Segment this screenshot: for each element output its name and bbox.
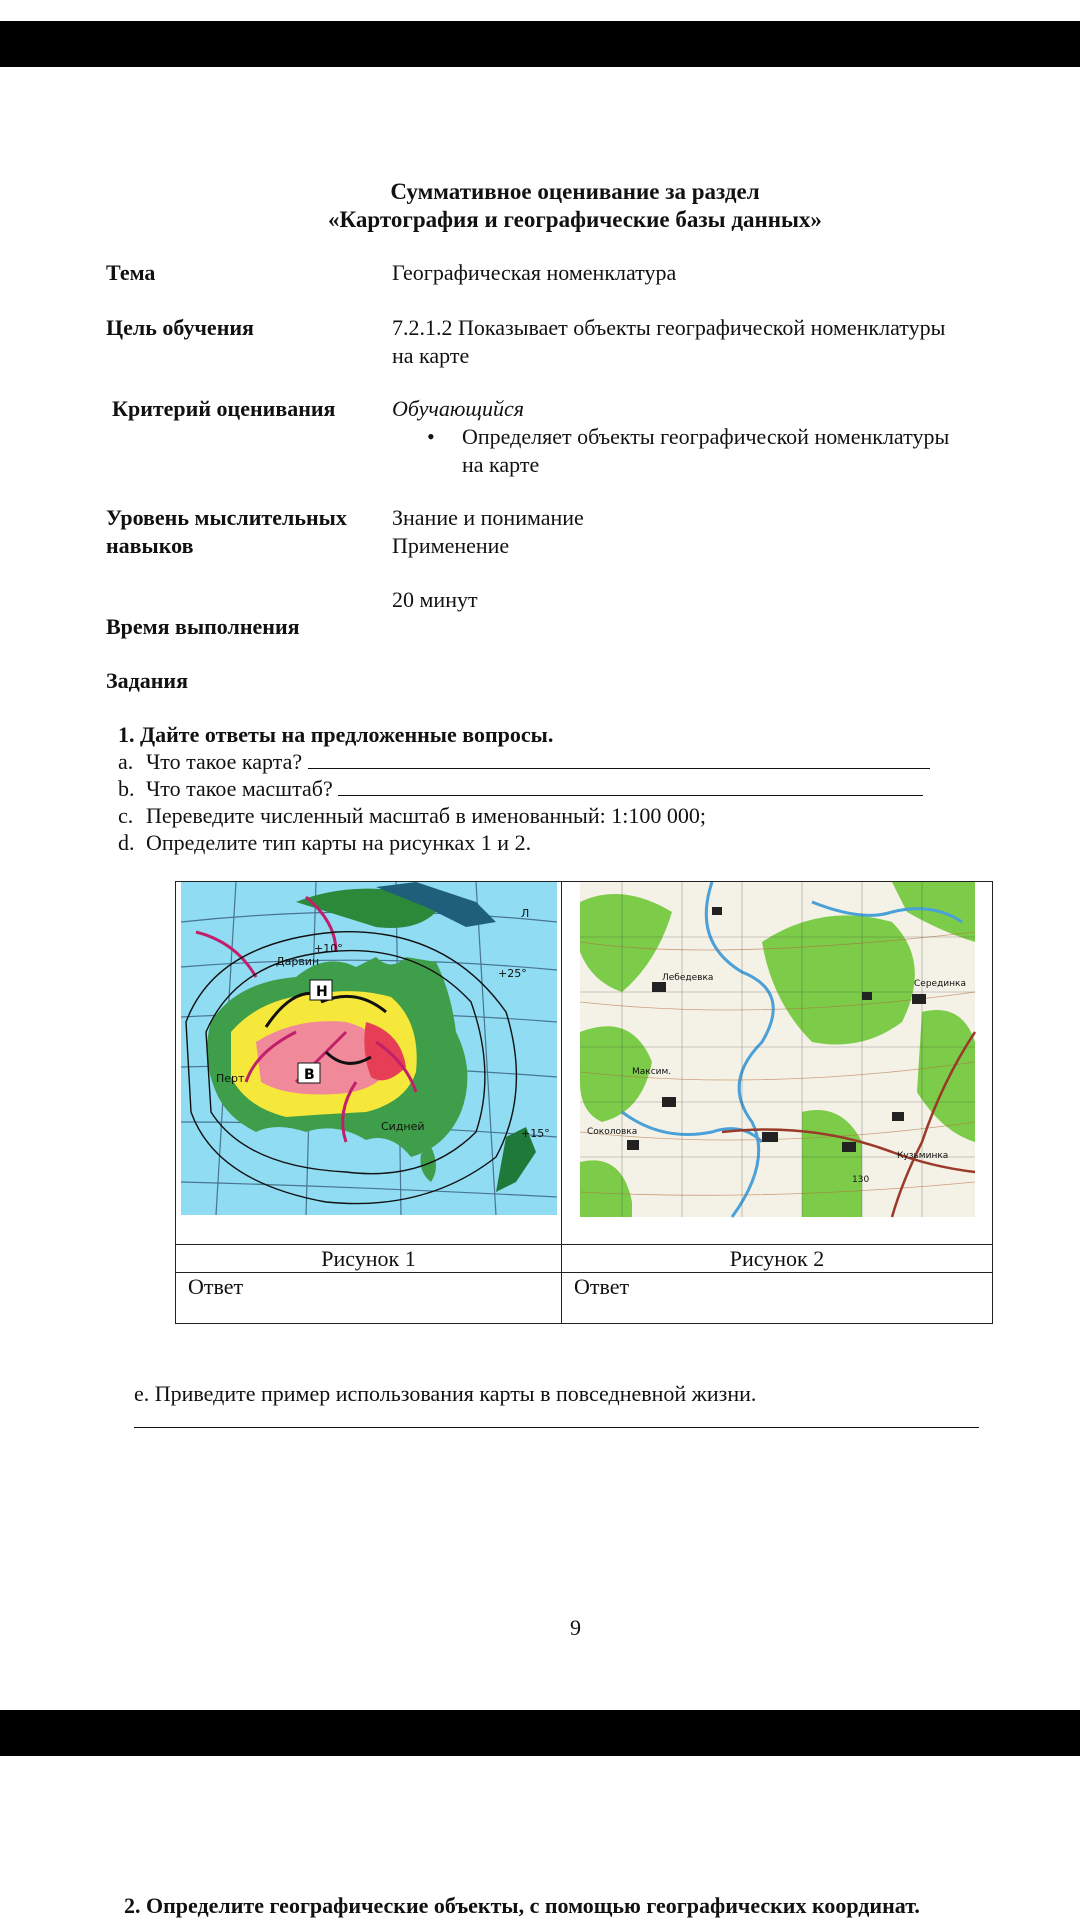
figure-2-caption: Рисунок 2	[562, 1245, 993, 1273]
goal-value	[392, 314, 1032, 370]
map1-label-t15: +15°	[521, 1127, 550, 1140]
map2-label-kuzminka: Кузьминка	[897, 1151, 949, 1161]
skills-value-line-2: Применение	[392, 533, 510, 558]
task-item-a	[118, 748, 930, 775]
goal-label: Цель обучения	[106, 315, 254, 340]
bottom-black-bar	[0, 1710, 1080, 1756]
page-number: 9	[570, 1615, 581, 1640]
task-item-a-text: Что такое карта?	[146, 749, 303, 774]
skills-label-line-1: Уровень мыслительных	[106, 505, 347, 530]
maps-image-row	[176, 882, 993, 1245]
map1-label-perth: Перт	[216, 1072, 245, 1085]
map2-label-sokolovka: Соколовка	[587, 1127, 638, 1137]
skills-value-line-1: Знание и понимание	[392, 505, 584, 530]
figure-1-cell	[176, 882, 562, 1245]
map2-label-130: 130	[852, 1175, 870, 1185]
skills-value	[392, 504, 584, 560]
question-1-number: 1.	[118, 722, 135, 747]
map1-label-t10: +10°	[314, 942, 343, 955]
map2-label-seredinka: Серединка	[914, 979, 966, 989]
topic-value: Географическая номенклатура	[392, 260, 677, 285]
map1-label-h: Н	[316, 984, 328, 1000]
answer-line-e[interactable]	[134, 1427, 979, 1428]
figure-2-topographic-map	[562, 882, 992, 1244]
task-item-b-text: Что такое масштаб?	[146, 776, 333, 801]
answer-line-b[interactable]	[338, 775, 923, 796]
title-line-1: Суммативное оценивание за раздел	[390, 179, 760, 204]
maps-caption-row	[176, 1245, 993, 1273]
criterion-bullet	[462, 423, 1042, 479]
goal-value-line-1: 7.2.1.2 Показывает объекты географической номенклатуры	[392, 315, 946, 340]
task-item-c-marker: c.	[118, 803, 134, 828]
goal-value-line-2: на карте	[392, 343, 470, 368]
task-item-c-text: Переведите численный масштаб в именованный: 1:100 000;	[146, 803, 706, 828]
bullet-dot: •	[427, 424, 435, 449]
task-item-e: e. Приведите пример использования карты в повседневной жизни.	[134, 1381, 757, 1406]
map2-label-lebedevka: Лебедевка	[662, 973, 714, 983]
figure-1-answer-cell[interactable]	[176, 1273, 562, 1324]
map1-label-darwin: Дарвин	[276, 955, 320, 968]
figure-2-answer-label: Ответ	[574, 1274, 630, 1299]
criterion-bullet-line-2: на карте	[462, 452, 540, 477]
map1-label-t25: +25°	[498, 967, 527, 980]
time-value: 20 минут	[392, 587, 478, 612]
figure-2-answer-cell[interactable]	[562, 1273, 993, 1324]
task-item-b-marker: b.	[118, 776, 135, 801]
figure-1-answer-label: Ответ	[188, 1274, 244, 1299]
task-item-d	[118, 829, 531, 856]
map1-label-sydney: Сидней	[381, 1120, 425, 1133]
figure-1-caption: Рисунок 1	[176, 1245, 562, 1273]
title-line-2: «Картография и географические базы данных»	[328, 207, 822, 232]
question-1-text: Дайте ответы на предложенные вопросы.	[140, 722, 554, 747]
question-2-text: 2. Определите географические объекты, с помощью географических координат.	[124, 1893, 920, 1918]
tasks-heading: Задания	[106, 668, 188, 693]
map1-label-b: В	[304, 1067, 315, 1083]
task-item-d-text: Определите тип карты на рисунках 1 и 2.	[146, 830, 532, 855]
task-item-d-marker: d.	[118, 830, 135, 855]
maps-answer-row	[176, 1273, 993, 1324]
task-item-a-marker: a.	[118, 749, 134, 774]
time-label: Время выполнения	[106, 614, 300, 639]
topic-label: Тема	[106, 260, 156, 285]
map1-label-l: Л	[521, 907, 530, 920]
criterion-intro: Обучающийся	[392, 396, 525, 421]
answer-line-a[interactable]	[308, 748, 930, 769]
top-black-bar	[0, 21, 1080, 67]
map2-label-maksim: Максим.	[632, 1067, 672, 1077]
maps-table	[175, 881, 993, 1324]
figure-1-climate-map	[176, 882, 561, 1244]
task-item-b	[118, 775, 923, 802]
skills-label-line-2: навыков	[106, 533, 194, 558]
document-title	[0, 178, 1080, 234]
skills-label	[106, 504, 347, 560]
criterion-label: Критерий оценивания	[112, 396, 336, 421]
task-item-c	[118, 802, 706, 829]
figure-2-cell	[562, 882, 993, 1245]
question-1-title	[118, 721, 553, 749]
criterion-bullet-line-1: Определяет объекты географической номенклатуры	[462, 424, 950, 449]
